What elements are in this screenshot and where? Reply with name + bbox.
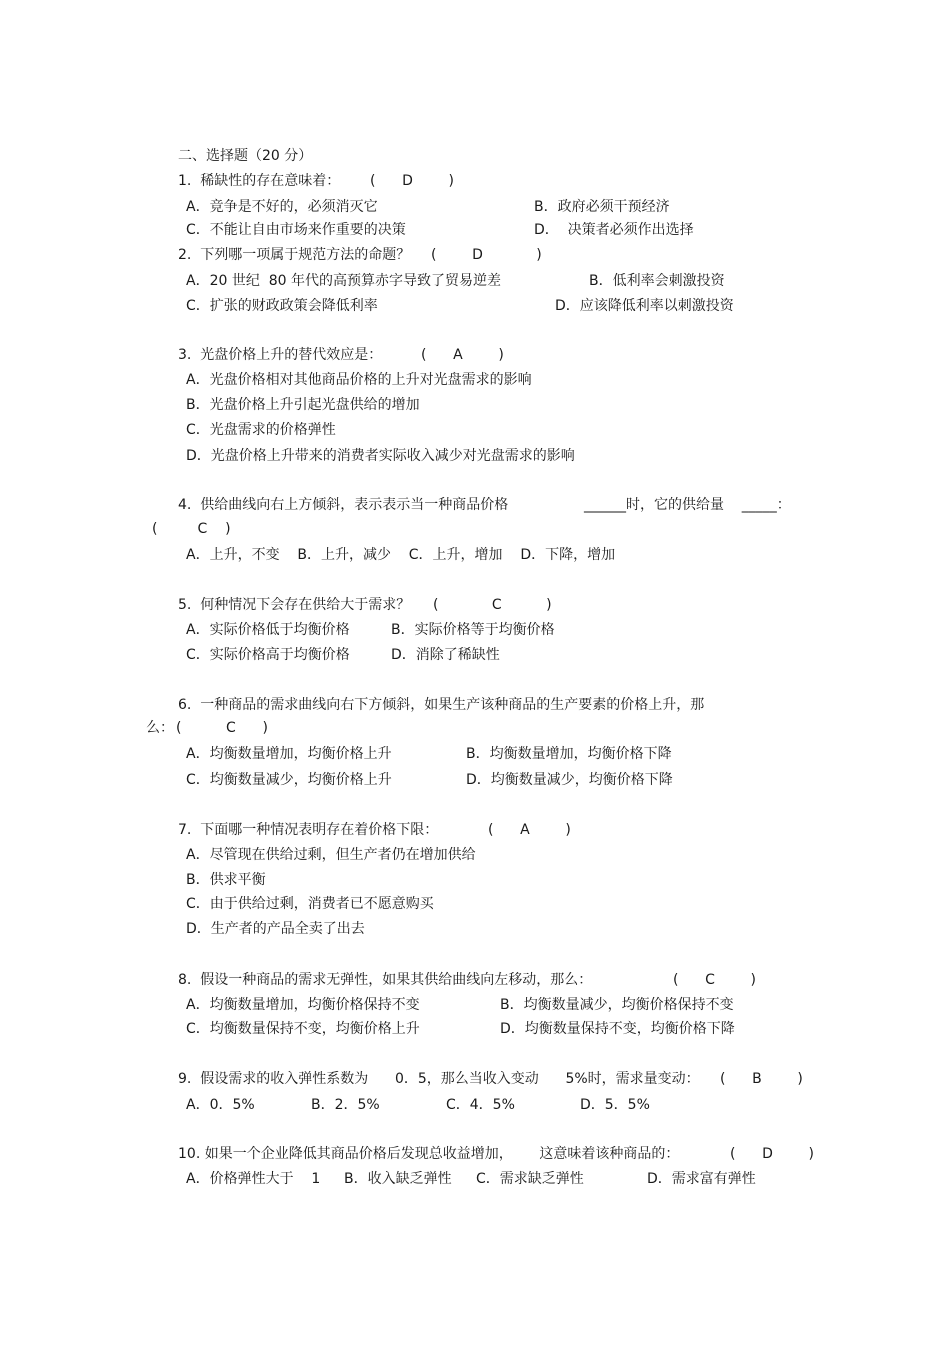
option-a: A．均衡数量增加，均衡价格上升 — [186, 746, 392, 762]
question-stem: 7. 下面哪一种情况表明存在着价格下限： — [178, 822, 439, 838]
option-a: A．实际价格低于均衡价格 — [186, 622, 350, 638]
answer: ( A ) — [488, 822, 571, 838]
question-stem: 6. 一种商品的需求曲线向右下方倾斜，如果生产该种商品的生产要素的价格上升，那 — [178, 697, 705, 713]
option-d: D．应该降低利率以刺激投资 — [555, 298, 734, 314]
option-c: C．扩张的财政政策会降低利率 — [186, 298, 378, 314]
answer: ( C ) — [176, 720, 268, 736]
option-d: D．均衡数量减少，均衡价格下降 — [466, 772, 673, 788]
option-b: B．均衡数量减少，均衡价格保持不变 — [500, 997, 734, 1013]
option-c: C．由于供给过剩，消费者已不愿意购买 — [186, 896, 434, 912]
answer: ( C ) — [433, 597, 552, 613]
option-d: D．需求富有弹性 — [647, 1171, 756, 1187]
question-stem: 10. 如果一个企业降低其商品价格后发现总收益增加， 这意味着该种商品的： — [178, 1146, 680, 1162]
option-b: B．实际价格等于均衡价格 — [391, 622, 555, 638]
question-stem: 4. 供给曲线向右上方倾斜，表示表示当一种商品价格 — [178, 497, 509, 513]
option-a: A．0．5% — [186, 1097, 255, 1113]
question-stem-cont: 么： — [146, 720, 174, 736]
option-b: B．供求平衡 — [186, 872, 266, 888]
option-a: A．光盘价格相对其他商品价格的上升对光盘需求的影响 — [186, 372, 532, 388]
answer: ( B ) — [720, 1071, 803, 1087]
answer: ( D ) — [370, 173, 455, 189]
option-b: B．2．5% — [311, 1097, 380, 1113]
question-stem: 9. 假设需求的收入弹性系数为 0．5，那么当收入变动 5%时，需求量变动： — [178, 1071, 700, 1087]
option-a: A．20 世纪 80 年代的高预算赤字导致了贸易逆差 — [186, 273, 502, 289]
option-b: B．均衡数量增加，均衡价格下降 — [466, 746, 672, 762]
option-d: D．均衡数量保持不变，均衡价格下降 — [500, 1021, 735, 1037]
option-b: B．政府必须干预经济 — [534, 199, 670, 215]
question-stem: 3. 光盘价格上升的替代效应是： — [178, 347, 383, 363]
option-a: A．均衡数量增加，均衡价格保持不变 — [186, 997, 420, 1013]
option-d: D．消除了稀缺性 — [391, 647, 500, 663]
answer: ( A ) — [421, 347, 504, 363]
option-c: C．需求缺乏弹性 — [476, 1171, 584, 1187]
option-c: C．不能让自由市场来作重要的决策 — [186, 222, 406, 238]
option-d: D． 决策者必须作出选择 — [534, 222, 694, 238]
answer: ( D ) — [431, 247, 542, 263]
answer: ( C ) — [673, 972, 757, 988]
option-c: C．均衡数量减少，均衡价格上升 — [186, 772, 392, 788]
option-c: C．实际价格高于均衡价格 — [186, 647, 350, 663]
answer: ( C ) — [152, 521, 231, 537]
option-b: B．收入缺乏弹性 — [344, 1171, 452, 1187]
option-d: D．生产者的产品全卖了出去 — [186, 921, 365, 937]
options-inline: A．上升，不变 B．上升，减少 C．上升，增加 D．下降，增加 — [186, 547, 616, 563]
question-stem: 8. 假设一种商品的需求无弹性，如果其供给曲线向左移动，那么： — [178, 972, 593, 988]
option-b: B．光盘价格上升引起光盘供给的增加 — [186, 397, 420, 413]
option-a: A．尽管现在供给过剩，但生产者仍在增加供给 — [186, 847, 476, 863]
option-b: B．低利率会刺激投资 — [589, 273, 725, 289]
option-c: C．4．5% — [446, 1097, 515, 1113]
option-d: D．5．5% — [580, 1097, 650, 1113]
answer: ( D ) — [730, 1146, 815, 1162]
option-a: A．价格弹性大于 1 — [186, 1171, 321, 1187]
question-stem: 2. 下列哪一项属于规范方法的命题？ — [178, 247, 411, 263]
question-stem: 1. 稀缺性的存在意味着： — [178, 173, 341, 189]
option-d: D．光盘价格上升带来的消费者实际收入减少对光盘需求的影响 — [186, 448, 575, 464]
question-stem: 5. 何种情况下会存在供给大于需求？ — [178, 597, 411, 613]
option-c: C．光盘需求的价格弹性 — [186, 422, 336, 438]
option-c: C．均衡数量保持不变，均衡价格上升 — [186, 1021, 420, 1037]
question-stem-tail: ______时，它的供给量 _____： — [584, 497, 791, 513]
option-a: A．竞争是不好的，必须消灭它 — [186, 199, 378, 215]
section-title: 二、选择题（20 分） — [178, 148, 313, 164]
